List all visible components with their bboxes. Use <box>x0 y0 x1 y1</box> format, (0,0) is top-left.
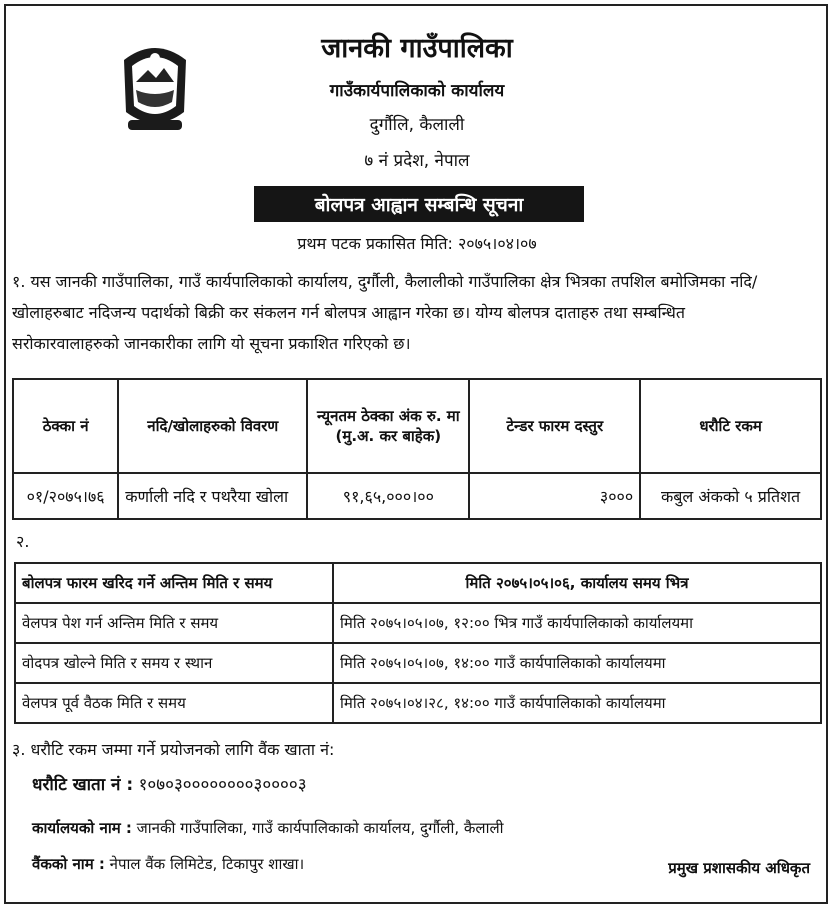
account-label: धरौटि खाता नं : <box>32 775 134 795</box>
intro-paragraph <box>12 266 822 359</box>
intro-line: खोलाहरुबाट नदिजन्य पदार्थको बिक्री कर संकलन गर्न बोलपत्र आह्वान गरेका छ। योग्य बोलपत्र दाताहरु तथा सम्बन्धित <box>12 303 686 322</box>
published-date: प्रथम पटक प्रकासित मिति: २०७५।०४।०७ <box>297 234 537 253</box>
office-value: जानकी गाउँपालिका, गाउँ कार्यपालिकाको कार्यालय, दुर्गौली, कैलाली <box>136 819 504 837</box>
contract-number: ०१/२०७५।७६ <box>13 473 118 519</box>
office-name-line <box>32 818 504 838</box>
bank-name-line <box>32 854 304 874</box>
schedule-value: मिति २०७५।०४।२८, १४:०० गाउँ कार्यपालिकाको कार्यालयमा <box>333 683 821 723</box>
column-header: नदि/खोलाहरुको विवरण <box>118 379 307 473</box>
bank-value: नेपाल वैंक लिमिटेड, टिकापुर शाखा। <box>109 855 305 873</box>
column-header: धरौटि रकम <box>640 379 821 473</box>
column-header: ठेक्का नं <box>13 379 118 473</box>
contract-table <box>12 378 822 520</box>
schedule-table <box>14 562 822 724</box>
deposit-amount: कबुल अंकको ५ प्रतिशत <box>640 473 821 519</box>
table-row <box>15 643 821 683</box>
table-header-row <box>13 379 821 473</box>
municipality-name: जानकी गाउँपालिका <box>321 33 513 64</box>
column-header: न्यूनतम ठेक्का अंक रु. मा (मु.अ. कर बाहेक) <box>307 379 469 473</box>
notice-title-banner <box>254 186 584 222</box>
table-row <box>15 603 821 643</box>
column-header: टेन्डर फारम दस्तुर <box>469 379 640 473</box>
minimum-amount: ९१,६५,०००।०० <box>307 473 469 519</box>
signature-title: प्रमुख प्रशासकीय अधिकृत <box>668 859 810 877</box>
river-description: कर्णाली नदि र पथरैया खोला <box>118 473 307 519</box>
intro-line: सरोकारवालाहरुको जानकारीका लागि यो सूचना प्रकाशित गरिएको छ। <box>12 334 411 353</box>
account-number: १०७०३००००००००३००००३ <box>138 775 307 795</box>
office-name: गाउँकार्यपालिकाको कार्यालय <box>329 81 505 101</box>
table-row <box>13 473 821 519</box>
schedule-value: मिति २०७५।०५।०७, १२:०० भित्र गाउँ कार्यपालिकाको कार्यालयमा <box>333 603 821 643</box>
province-line: ७ नं प्रदेश, नेपाल <box>364 151 470 171</box>
schedule-label: वेलपत्र पूर्व वैठक मिति र समय <box>15 683 333 723</box>
table-row <box>15 563 821 603</box>
table-row <box>15 683 821 723</box>
notice-title: बोलपत्र आह्वान सम्बन्धि सूचना <box>314 194 524 216</box>
office-address: दुर्गौलि, कैलाली <box>369 115 465 135</box>
section-3-text: ३. धरौटि रकम जम्मा गर्ने प्रयोजनको लागि वैंक खाता नं: <box>12 740 335 759</box>
office-label: कार्यालयको नाम : <box>32 819 132 837</box>
schedule-label: वोदपत्र खोल्ने मिति र समय र स्थान <box>15 643 333 683</box>
schedule-label: बोलपत्र फारम खरिद गर्ने अन्तिम मिति र समय <box>15 563 333 603</box>
intro-line: १. यस जानकी गाउँपालिका, गाउँ कार्यपालिकाको कार्यालय, दुर्गौली, कैलालीको गाउँपालिका क्षेत्र भित्रका तपशिल बमोजिमका नदि/ <box>12 272 758 291</box>
section-2-label: २. <box>16 532 30 551</box>
schedule-value: मिति २०७५।०५।०७, १४:०० गाउँ कार्यपालिकाको कार्यालयमा <box>333 643 821 683</box>
deposit-account <box>32 772 307 795</box>
bank-label: वैंकको नाम : <box>32 855 105 873</box>
tender-fee: ३००० <box>469 473 640 519</box>
schedule-value: मिति २०७५।०५।०६, कार्यालय समय भित्र <box>333 563 821 603</box>
schedule-label: वेलपत्र पेश गर्न अन्तिम मिति र समय <box>15 603 333 643</box>
